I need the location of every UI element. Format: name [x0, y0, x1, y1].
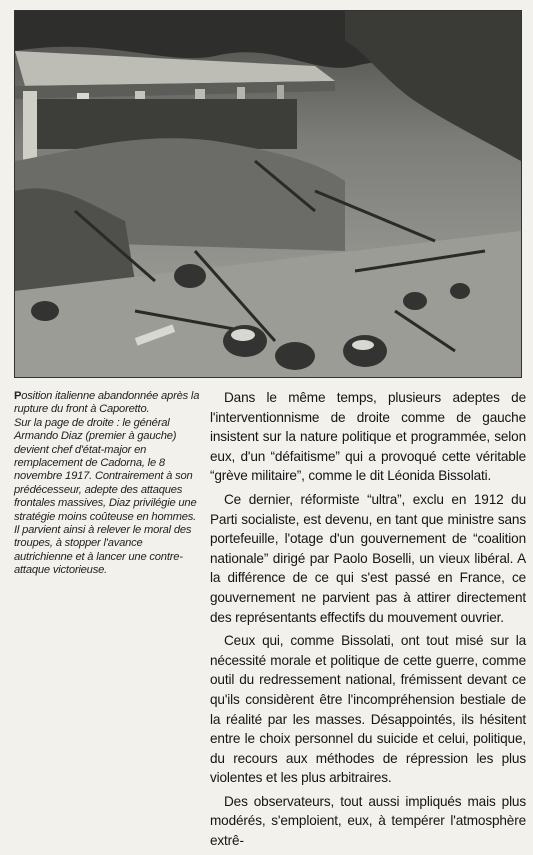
caption-paragraph-2: Sur la page de droite : le général Armando Diaz (premier à gauche) devient chef d'état-major en remplacement de Cadorna, le 8 novembre 1917. Contrairement à son prédécesseur, adepte des attaques frontales massives, Diaz privilégie une stratégie moins coûteuse en hommes. Il parvient ainsi à relever le moral des troupes, à stopper l'avance autrichienne et à lancer une contre-attaque victorieuse. [14, 416, 197, 577]
body-paragraph-1: Dans le même temps, plusieurs adeptes de l'interventionnisme de droite comme de gauche insistent sur la nature politique et programmée, selon eux, d'un “défaitisme” qui a provoqué cette véritable “grève militaire”, comme le dit Léonida Bissolati. [210, 390, 526, 484]
body-paragraph-3: Ceux qui, comme Bissolati, ont tout misé sur la nécessité morale et politique de cette guerre, comme outil du redressement national, frémissent devant ce qu'ils considèrent être l'incompréhension bestiale de la réalité par les masses. Désappointés, ils hésitent entre le choix personnel du suicide et celui, politique, du recours aux méthodes de répression les plus violentes et les plus arbitraires. [210, 633, 526, 786]
photo-abandoned-position [14, 10, 522, 378]
photo-illustration [15, 11, 521, 377]
caption-paragraph-1: Position italienne abandonnée après la rupture du front à Caporetto. [14, 390, 200, 416]
body-paragraph-2: Ce dernier, réformiste “ultra”, exclu en 1912 du Parti socialiste, est devenu, en tant que ministre sans portefeuille, l'otage d'un gouvernement de “coalition nationale” dirigé par Paolo Boselli, un vieux libéral. A la différence de ce qui s'est passé en France, ce gouvernement ne parvient pas à attirer directement des représentants effectifs du mouvement ouvrier. [210, 491, 526, 625]
body-paragraph-4: Des observateurs, tout aussi impliqués mais plus modérés, s'emploient, eux, à tempérer l'atmosphère extrê- [210, 793, 526, 849]
article-body [210, 388, 526, 855]
photo-caption [14, 390, 202, 578]
